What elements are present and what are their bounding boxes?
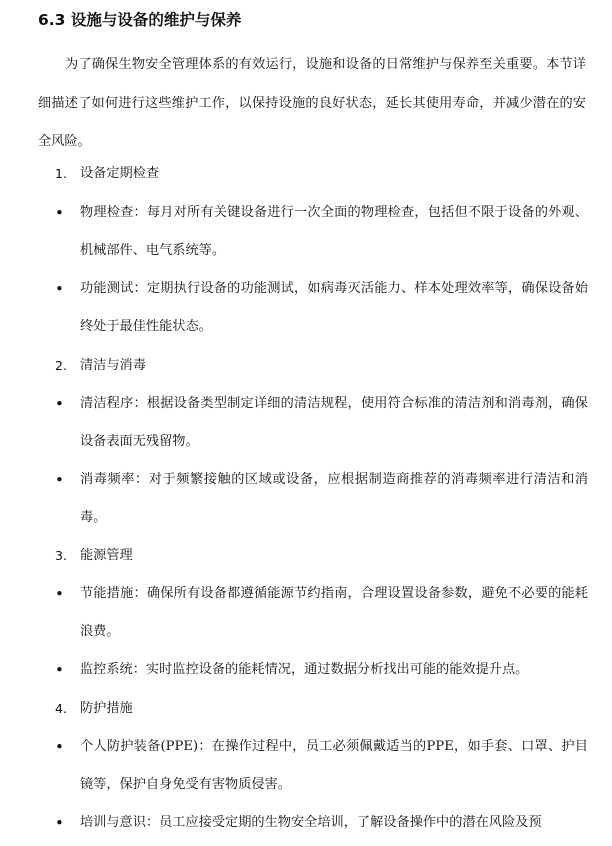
numbered-item-title: 能源管理 — [80, 548, 133, 563]
bullet-icon: • — [55, 395, 64, 413]
numbered-item-title: 设备定期检查 — [80, 166, 160, 181]
bullet-item-text: 清洁程序：根据设备类型制定详细的清洁规程，使用符合标准的清洁剂和消毒剂，确保设备表面无残留物。 — [80, 396, 588, 450]
item-number: 1. — [55, 166, 67, 181]
bullet-item-text: 物理检查：每月对所有关键设备进行一次全面的物理检查，包括但不限于设备的外观、机械部件、电气系统等。 — [80, 205, 588, 259]
bullet-icon: • — [55, 738, 64, 756]
bullet-item-text: 节能措施：确保所有设备都遵循能源节约指南，合理设置设备参数，避免不必要的能耗浪费。 — [80, 586, 588, 640]
bullet-icon: • — [55, 814, 64, 832]
intro-paragraph: 为了确保生物安全管理体系的有效运行，设施和设备的日常维护与保养至关重要。本节详细描述了如何进行这些维护工作，以保持设施的良好状态，延长其使用寿命，并减少潜在的安全风险。 — [38, 57, 586, 149]
item-number: 4. — [55, 701, 67, 716]
bullet-item-text: 监控系统：实时监控设备的能耗情况，通过数据分析找出可能的能效提升点。 — [80, 662, 529, 677]
numbered-item-title: 防护措施 — [80, 701, 133, 716]
bullet-icon: • — [55, 661, 64, 679]
bullet-icon: • — [55, 280, 64, 298]
bullet-item-text: 功能测试：定期执行设备的功能测试，如病毒灭活能力、样本处理效率等，确保设备始终处于最佳性能状态。 — [80, 281, 588, 335]
bullet-item-text: 个人防护装备(PPE)：在操作过程中，员工必须佩戴适当的PPE，如手套、口罩、护目镜等，保护自身免受有害物质侵害。 — [80, 739, 588, 793]
numbered-item-title: 清洁与消毒 — [80, 358, 146, 373]
bullet-item-text: 培训与意识：员工应接受定期的生物安全培训，了解设备操作中的潜在风险及预 — [80, 815, 542, 830]
bullet-icon: • — [55, 204, 64, 222]
bullet-icon: • — [55, 471, 64, 489]
bullet-icon: • — [55, 585, 64, 603]
item-number: 3. — [55, 548, 67, 563]
bullet-item-text: 消毒频率：对于频繁接触的区域或设备，应根据制造商推荐的消毒频率进行清洁和消毒。 — [80, 472, 588, 526]
section-heading: 6.3 设施与设备的维护与保养 — [38, 11, 242, 29]
item-number: 2. — [55, 358, 67, 373]
